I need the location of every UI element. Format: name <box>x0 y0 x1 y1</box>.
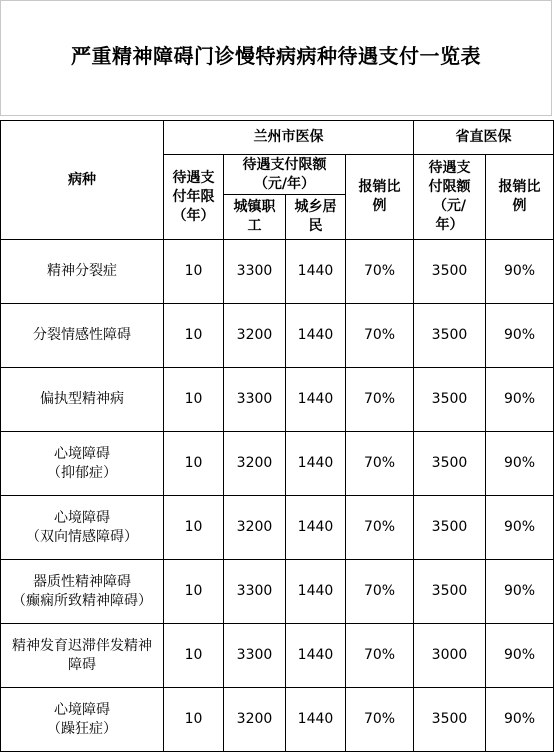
table-row <box>1 240 554 304</box>
table-row <box>1 304 554 368</box>
cell-prov-limit: 3500 <box>414 688 486 752</box>
cell-reimburse-ratio: 70% <box>346 240 414 304</box>
cell-prov-reimburse-ratio: 90% <box>486 624 554 688</box>
cell-resident-limit: 1440 <box>286 368 346 432</box>
cell-reimburse-ratio: 70% <box>346 624 414 688</box>
cell-years: 10 <box>164 240 224 304</box>
header-payment-limit: 待遇支付限额 （元/年） <box>224 155 346 195</box>
cell-reimburse-ratio: 70% <box>346 560 414 624</box>
cell-employee-limit: 3300 <box>224 624 286 688</box>
cell-prov-reimburse-ratio: 90% <box>486 240 554 304</box>
cell-years: 10 <box>164 368 224 432</box>
cell-employee-limit: 3300 <box>224 560 286 624</box>
cell-disease-name: 精神发育迟滞伴发精神 障碍 <box>1 624 164 688</box>
cell-disease-name: 器质性精神障碍 （癫痫所致精神障碍） <box>1 560 164 624</box>
cell-employee-limit: 3200 <box>224 432 286 496</box>
cell-years: 10 <box>164 496 224 560</box>
header-urban-employee: 城镇职 工 <box>224 195 286 240</box>
cell-prov-limit: 3500 <box>414 560 486 624</box>
cell-prov-reimburse-ratio: 90% <box>486 560 554 624</box>
header-prov-reimburse-ratio: 报销比 例 <box>486 155 554 240</box>
cell-years: 10 <box>164 432 224 496</box>
cell-prov-limit: 3000 <box>414 624 486 688</box>
header-lanzhou: 兰州市医保 <box>164 121 414 155</box>
cell-resident-limit: 1440 <box>286 560 346 624</box>
cell-disease-name: 心境障碍 （双向情感障碍） <box>1 496 164 560</box>
cell-years: 10 <box>164 624 224 688</box>
cell-prov-reimburse-ratio: 90% <box>486 432 554 496</box>
cell-disease-name: 分裂情感性障碍 <box>1 304 164 368</box>
header-reimburse-ratio: 报销比 例 <box>346 155 414 240</box>
cell-resident-limit: 1440 <box>286 304 346 368</box>
cell-employee-limit: 3300 <box>224 240 286 304</box>
table-row <box>1 624 554 688</box>
header-annual-limit: 待遇支 付年限 （年） <box>164 155 224 240</box>
cell-prov-limit: 3500 <box>414 432 486 496</box>
cell-reimburse-ratio: 70% <box>346 688 414 752</box>
cell-disease-name: 偏执型精神病 <box>1 368 164 432</box>
cell-years: 10 <box>164 304 224 368</box>
cell-employee-limit: 3200 <box>224 496 286 560</box>
header-provincial: 省直医保 <box>414 121 554 155</box>
cell-disease-name: 精神分裂症 <box>1 240 164 304</box>
cell-resident-limit: 1440 <box>286 496 346 560</box>
cell-prov-limit: 3500 <box>414 496 486 560</box>
cell-disease-name: 心境障碍 （躁狂症） <box>1 688 164 752</box>
table-row <box>1 560 554 624</box>
cell-resident-limit: 1440 <box>286 688 346 752</box>
header-disease: 病种 <box>1 121 164 240</box>
cell-resident-limit: 1440 <box>286 240 346 304</box>
table-row <box>1 432 554 496</box>
cell-employee-limit: 3200 <box>224 688 286 752</box>
cell-resident-limit: 1440 <box>286 432 346 496</box>
table-row <box>1 688 554 752</box>
cell-prov-reimburse-ratio: 90% <box>486 304 554 368</box>
cell-resident-limit: 1440 <box>286 624 346 688</box>
cell-prov-reimburse-ratio: 90% <box>486 496 554 560</box>
cell-employee-limit: 3200 <box>224 304 286 368</box>
cell-reimburse-ratio: 70% <box>346 496 414 560</box>
cell-years: 10 <box>164 688 224 752</box>
cell-reimburse-ratio: 70% <box>346 304 414 368</box>
benefit-table <box>0 120 554 752</box>
cell-prov-limit: 3500 <box>414 304 486 368</box>
cell-reimburse-ratio: 70% <box>346 368 414 432</box>
cell-disease-name: 心境障碍 （抑郁症） <box>1 432 164 496</box>
cell-reimburse-ratio: 70% <box>346 432 414 496</box>
cell-employee-limit: 3300 <box>224 368 286 432</box>
page-title: 严重精神障碍门诊慢特病病种待遇支付一览表 <box>71 44 481 68</box>
cell-prov-reimburse-ratio: 90% <box>486 688 554 752</box>
header-prov-limit: 待遇支 付限额 （元/ 年） <box>414 155 486 240</box>
table-row <box>1 368 554 432</box>
cell-prov-reimburse-ratio: 90% <box>486 368 554 432</box>
cell-prov-limit: 3500 <box>414 368 486 432</box>
cell-prov-limit: 3500 <box>414 240 486 304</box>
table-row <box>1 496 554 560</box>
header-urban-rural: 城乡居 民 <box>286 195 346 240</box>
cell-years: 10 <box>164 560 224 624</box>
